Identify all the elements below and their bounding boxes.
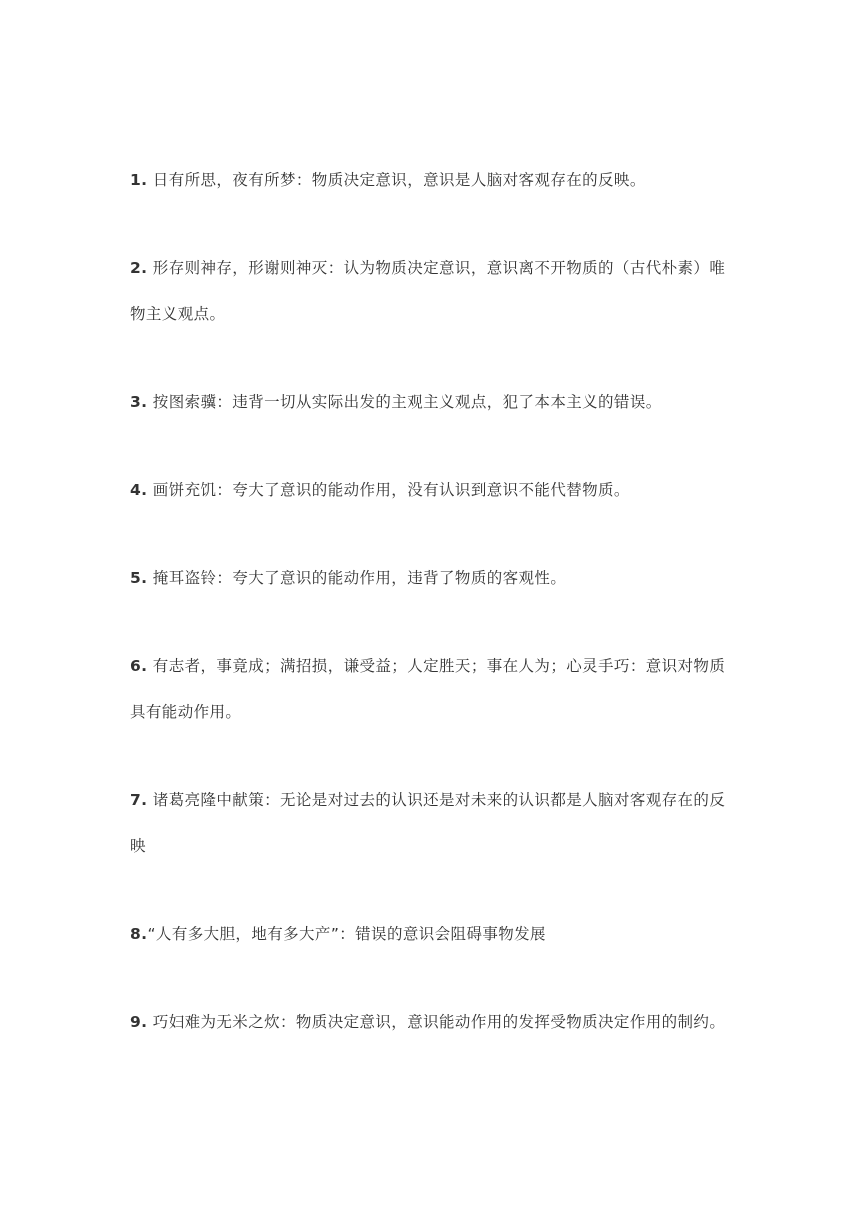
item-text: 掩耳盗铃：夸大了意识的能动作用，违背了物质的客观性。 [147,569,567,587]
list-item-2 [130,245,730,337]
item-number: 5. [130,569,148,587]
list-item-4 [130,467,730,513]
item-number: 1. [130,171,148,189]
document-body [130,157,730,1045]
item-number: 2. [130,259,148,277]
item-number: 9. [130,1013,148,1031]
list-item-3 [130,379,730,425]
list-item-7 [130,777,730,869]
item-text: 诸葛亮隆中献策：无论是对过去的认识还是对未来的认识都是人脑对客观存在的反映 [130,791,726,855]
list-item-5 [130,555,730,601]
list-item-1 [130,157,730,203]
item-number: 3. [130,393,148,411]
item-number: 8. [130,925,148,943]
item-text: 画饼充饥：夸大了意识的能动作用，没有认识到意识不能代替物质。 [147,481,630,499]
item-text: 形存则神存，形谢则神灭：认为物质决定意识，意识离不开物质的（古代朴素）唯物主义观点。 [130,259,726,323]
item-text: “人有多大胆，地有多大产”：错误的意识会阻碍事物发展 [147,925,546,943]
item-text: 按图索骥：违背一切从实际出发的主观主义观点，犯了本本主义的错误。 [147,393,662,411]
item-number: 7. [130,791,148,809]
list-item-6 [130,643,730,735]
item-number: 4. [130,481,148,499]
item-text: 有志者，事竟成；满招损，谦受益；人定胜天；事在人为；心灵手巧：意识对物质具有能动作用。 [130,657,726,721]
item-text: 日有所思，夜有所梦：物质决定意识，意识是人脑对客观存在的反映。 [147,171,646,189]
item-text: 巧妇难为无米之炊：物质决定意识，意识能动作用的发挥受物质决定作用的制约。 [147,1013,726,1031]
list-item-9 [130,999,730,1045]
list-item-8 [130,911,730,957]
item-number: 6. [130,657,148,675]
